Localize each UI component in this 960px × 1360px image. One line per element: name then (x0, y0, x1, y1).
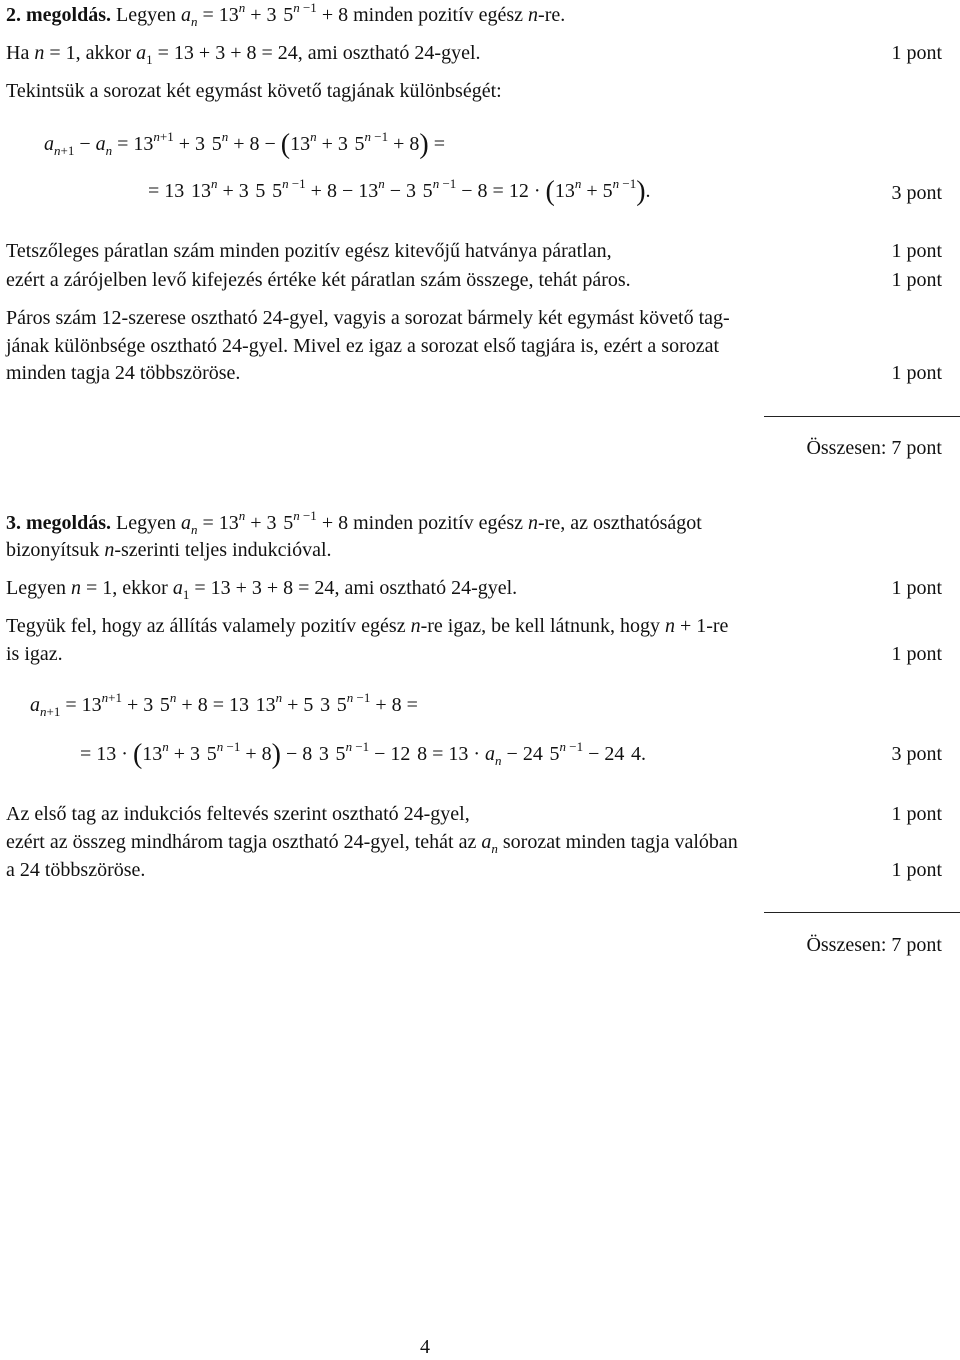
sol2-odd-line-1: Tetszőleges páratlan szám minden pozitív egész kitevőjű hatványa páratlan, (6, 240, 612, 262)
sol2-odd-points-1: 1 pont (891, 240, 942, 262)
sol2-even-points: 1 pont (891, 362, 942, 384)
sol3-conclusion-points-1: 1 pont (891, 803, 942, 825)
sol2-heading: 2. megoldás. (6, 4, 111, 26)
sol2-diff-text: Tekintsük a sorozat két egymást követő tagjának különbségét: (6, 80, 502, 102)
sol3-total-rule (764, 912, 960, 913)
sol2-diff-equation-1: $a_{n+1} - a_n = 13^{n+1} + 3$ $5^n + 8 - (13^n + 3$ $5^{n -1} + 8$) = (44, 129, 446, 160)
sol2-odd-points-2: 1 pont (891, 269, 942, 291)
sol2-odd-line-2: ezért a zárójelben levő kifejezés értéke két páratlan szám összege, tehát páros. (6, 269, 631, 291)
sol2-total-rule (764, 416, 960, 417)
sol3-intro-line-1: 3. megoldás. Legyen $a_n = 13^n + 3$ $5^{n -1} + 8$ minden pozitív egész n-re, az oszthatóságot (6, 508, 702, 537)
sol3-step-equation-1: $a_{n+1} = 13^{n+1} + 3$ $5^n + 8 = 13$ $13^n + 5$ 3 $5^{n -1} + 8$ = (30, 690, 418, 719)
sol3-total: Összesen: 7 pont (806, 934, 942, 956)
sol3-conclusion-line-1: Az első tag az indukciós feltevés szerint osztható 24-gyel, (6, 803, 470, 825)
sol3-step-points: 3 pont (891, 743, 942, 765)
sol3-sequence-formula: $a_n = 13^n + 3$ $5^{n -1} + 8$ (180, 508, 349, 537)
sol2-total: Összesen: 7 pont (806, 437, 942, 459)
sol2-even-line-3: minden tagja 24 többszöröse. (6, 362, 241, 384)
sol2-diff-points: 3 pont (891, 182, 942, 204)
sol3-hypothesis-points: 1 pont (891, 643, 942, 665)
sol3-hypothesis-line-2: is igaz. (6, 643, 63, 665)
sol2-base-case: Ha n = 1, akkor $a_1 = 13 + 3 + 8 = 24$, ami osztható 24-gyel. (6, 42, 481, 67)
sol3-base-case: Legyen n = 1, ekkor $a_1 = 13 + 3 + 8 = 24$, ami osztható 24-gyel. (6, 577, 518, 602)
sol3-conclusion-line-3: a 24 többszöröse. (6, 859, 146, 881)
sol3-conclusion-line-2: ezért az összeg mindhárom tagja osztható 24-gyel, tehát az $a_n$ sorozat minden tagja valóban (6, 831, 738, 856)
sol2-even-line-1: Páros szám 12-szerese osztható 24-gyel, vagyis a sorozat bármely két egymást követő tag- (6, 307, 730, 329)
sol3-step-equation-2: = $13 \cdot (13^n + 3$ $5^{n -1} + 8) - 8$ 3 $5^{n -1} - 12$ $8 = 13 \cdot a_n - 24$ $5^{n -1} - 24$ 4. (80, 739, 647, 770)
sol3-heading: 3. megoldás. (6, 512, 111, 534)
page-number: 4 (420, 1336, 430, 1358)
sol3-base-points: 1 pont (891, 577, 942, 599)
sol2-intro-line: 2. megoldás. Legyen $a_n = 13^n + 3$ $5^{n -1} + 8$ minden pozitív egész n-re. (6, 0, 566, 29)
sol3-conclusion-points-2: 1 pont (891, 859, 942, 881)
sol2-sequence-formula: $a_n = 13^n + 3$ $5^{n -1} + 8$ (180, 0, 349, 29)
sol2-diff-equation-2: = 13 $13^n + 3$ 5 $5^{n -1} + 8 - 13^n - 3$ $5^{n -1} - 8 = 12 \cdot (13^n + 5^{n -1})$. (148, 176, 651, 207)
sol3-intro-line-2: bizonyítsuk n-szerinti teljes indukcióval. (6, 539, 332, 561)
sol3-hypothesis-line-1: Tegyük fel, hogy az állítás valamely pozitív egész n-re igaz, be kell látnunk, hogy n + 1-re (6, 615, 729, 637)
sol2-even-line-2: jának különbsége osztható 24-gyel. Mivel ez igaz a sorozat első tagjára is, ezért a sorozat (6, 335, 720, 357)
sol2-base-points: 1 pont (891, 42, 942, 64)
